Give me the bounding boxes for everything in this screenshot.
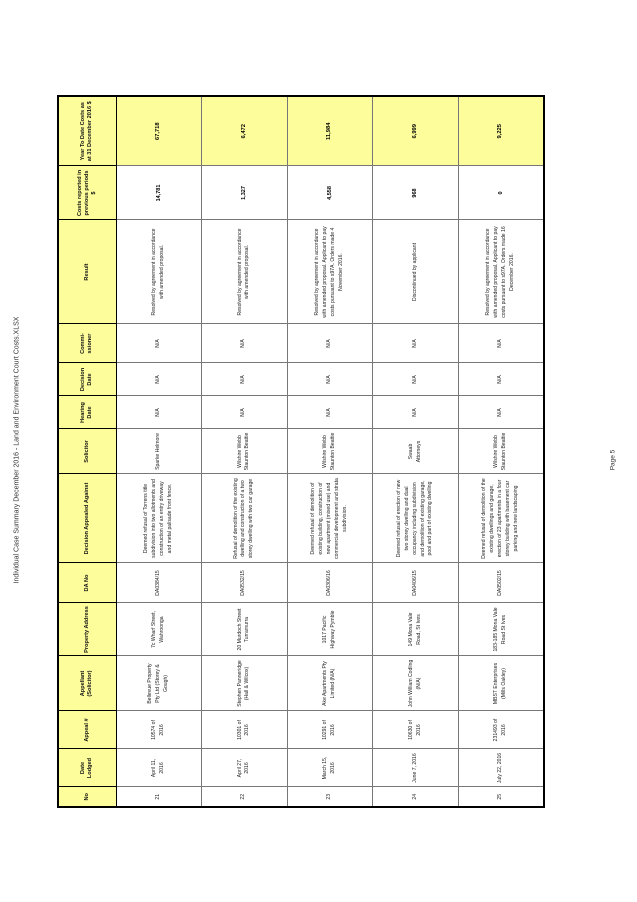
decision-date: N/A [116,363,202,396]
previous-costs: 1,327 [202,166,288,220]
previous-costs: 4,558 [287,166,373,220]
commissioner: N/A [373,324,459,363]
decision-date: N/A [202,363,288,396]
property-address: 1017 Pacific Highway Pymble [287,603,373,656]
document-title: Individual Case Summary December 2016 - Land and Environment Court Costs.XLSX [13,316,21,584]
appeal-number: 10574 of 2016 [116,711,202,749]
result: Discontinued by applicant [373,220,459,324]
table-header-row [58,96,116,807]
da-number: DA0532/15 [202,563,288,603]
result: Resolved by agreement in accordance with amended proposal. [116,220,202,324]
column-header: Property Address [58,603,116,656]
table-row [202,96,288,807]
solicitor: Wilshire Webb Staunton Beattie [202,429,288,474]
appeal-number: 10291 of 2016 [287,711,373,749]
column-header: Solicitor [58,429,116,474]
decision-appealed: Deemed refusal of Torrens title subdivision into two allotments and construction of an entry driveway and metal palisade front fence. [116,474,202,563]
row-number: 21 [116,787,202,807]
result: Resolved by agreement in accordance with amended proposal. Applicant to pay costs pursuant to s97A. Orders made 16 December 2016. [458,220,544,324]
hearing-date: N/A [287,396,373,429]
result: Resolved by agreement in accordance with amended proposal. [202,220,288,324]
da-number: DA0406/15 [373,563,459,603]
appellant: Stephen Panneridge (Hall & Wilcox) [202,656,288,711]
date-lodged: March 15, 2016 [287,749,373,787]
hearing-date: N/A [202,396,288,429]
column-header: Appeal # [58,711,116,749]
date-lodged: June 7, 2016 [373,749,459,787]
appellant: MBST Enterprises (Mills Oakley) [458,656,544,711]
property-address: 183-185 Mona Vale Road St Ives [458,603,544,656]
row-number: 22 [202,787,288,807]
decision-appealed: Deemed refusal of demolition of the existing dwellings and garage, erection of 23 apartments in a four storey building with basement car parking and new landscaping [458,474,544,563]
ytd-costs: 11,984 [287,96,373,166]
ytd-costs: 6,999 [373,96,459,166]
appellant: John William Codling (N/A) [373,656,459,711]
table-row [287,96,373,807]
solicitor: Wilshire Webb Staunton Beattie [458,429,544,474]
appeal-number: 10301 of 2016 [202,711,288,749]
decision-date: N/A [458,363,544,396]
decision-appealed: Deemed refusal of demolition of existing building, construction of new apartment (mixed use) and commercial development and strata subdivision. [287,474,373,563]
column-header: Commi-ssioner [58,324,116,363]
date-lodged: April 27, 2016 [202,749,288,787]
decision-date: N/A [373,363,459,396]
ytd-costs: 9,225 [458,96,544,166]
ytd-costs: 6,472 [202,96,288,166]
result: Resolved by agreement in accordance with amended proposal. Applicant to pay costs pursuant to s97A. Orders made 4 November 2016. [287,220,373,324]
table-container [57,97,544,808]
row-number: 25 [458,787,544,807]
column-header: DA No [58,563,116,603]
column-header: No [58,787,116,807]
column-header: Decision Appealed Against [58,474,116,563]
da-number: DA0306/16 [287,563,373,603]
solicitor: Swaab Attorneys [373,429,459,474]
commissioner: N/A [202,324,288,363]
da-number: DA0502/15 [458,563,544,603]
row-number: 24 [373,787,459,807]
decision-appealed: Refusal of demolition of the existing dwelling and construction of a two storey dwelling with two car garage [202,474,288,563]
column-header: Hearing Date [58,396,116,429]
solicitor: Wilshire Webb Staunton Beattie [287,429,373,474]
decision-appealed: Deemed refusal of erection of new two storey dwelling and dual occupancy including subdivision and demolition of existing garage, pool and part of existing dwelling [373,474,459,563]
appellant: Ake Apartments Pty Limited (N/A) [287,656,373,711]
property-address: 7c Wharf Street, Wahroonga [116,603,202,656]
column-header: Decision Date [58,363,116,396]
table-row [458,96,544,807]
row-number: 23 [287,787,373,807]
commissioner: N/A [458,324,544,363]
appellant: Bellevue Property Pty Ltd (Storey & Gough) [116,656,202,711]
hearing-date: N/A [458,396,544,429]
document-header [12,300,22,600]
column-header: Result [58,220,116,324]
hearing-date: N/A [116,396,202,429]
date-lodged: July 22, 2016 [458,749,544,787]
column-header: Date Lodged [58,749,116,787]
property-address: 20 Murdoch Street Turramurra [202,603,288,656]
page-footer [608,440,618,480]
table-row [116,96,202,807]
commissioner: N/A [116,324,202,363]
date-lodged: April 11, 2016 [116,749,202,787]
column-header: Costs reported in previous periods $ [58,166,116,220]
previous-costs: 968 [373,166,459,220]
column-header: Year To Date Costs as at 31 December 2016 $ [58,96,116,166]
previous-costs: 14,781 [116,166,202,220]
appeal-number: 10630 of 2016 [373,711,459,749]
page-number: Page 5 [609,449,617,471]
ytd-costs: 67,718 [116,96,202,166]
case-summary-table [57,95,545,808]
column-header: Appellant (Solicitor) [58,656,116,711]
da-number: DA0384/15 [116,563,202,603]
decision-date: N/A [287,363,373,396]
previous-costs: 0 [458,166,544,220]
appeal-number: 231493 of 2016 [458,711,544,749]
solicitor: Sparke Helmore [116,429,202,474]
table-row [373,96,459,807]
property-address: 149 Mona Vale Road, St Ives [373,603,459,656]
commissioner: N/A [287,324,373,363]
hearing-date: N/A [373,396,459,429]
